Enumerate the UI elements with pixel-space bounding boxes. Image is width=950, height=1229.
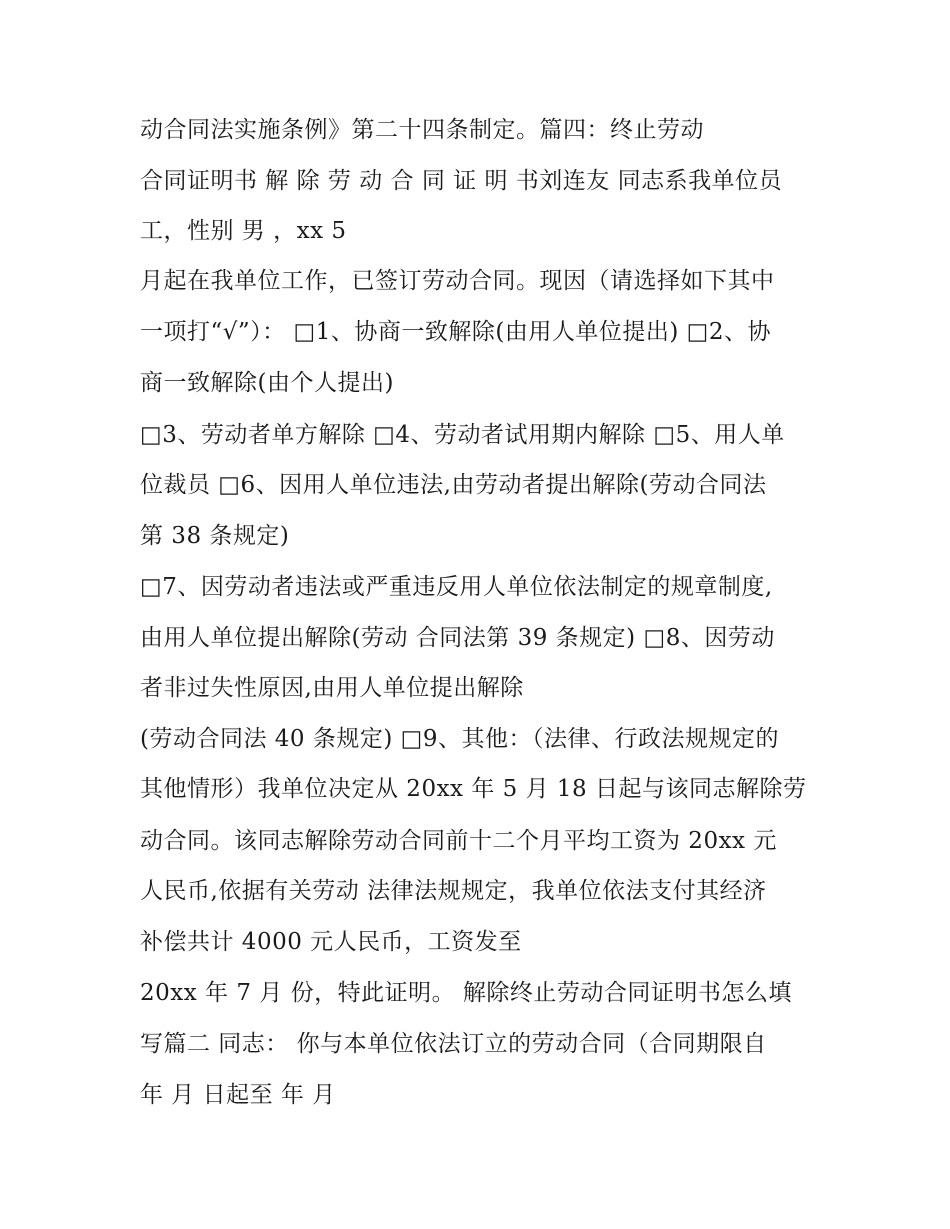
text-line: 第 38 条规定) xyxy=(140,523,290,549)
text-line: 一项打“√”）： □1、协商一致解除(由用人单位提出) □2、协 xyxy=(140,319,771,345)
text-line: 动合同。该同志解除劳动合同前十二个月平均工资为 20xx 元 xyxy=(140,828,777,854)
text-line: □3、劳动者单方解除 □4、劳动者试用期内解除 □5、用人单 xyxy=(140,422,785,448)
text-line: □7、因劳动者违法或严重违反用人单位依法制定的规章制度, xyxy=(140,574,773,600)
text-line: 年 月 日起至 年 月 xyxy=(140,1082,336,1108)
text-line: 补偿共计 4000 元人民币，工资发至 xyxy=(140,929,522,955)
text-line: 月起在我单位工作，已签订劳动合同。现因（请选择如下其中 xyxy=(140,268,775,294)
text-line: 写篇二 同志： 你与本单位依法订立的劳动合同（合同期限自 xyxy=(140,1031,767,1057)
text-line: 20xx 年 7 月 份，特此证明。 解除终止劳动合同证明书怎么填 xyxy=(140,980,792,1006)
text-line: 其他情形）我单位决定从 20xx 年 5 月 18 日起与该同志解除劳 xyxy=(140,776,807,802)
text-line: 由用人单位提出解除(劳动 合同法第 39 条规定) □8、因劳动 xyxy=(140,625,775,651)
text-line: 商一致解除(由个人提出) xyxy=(140,370,394,396)
text-line: 位裁员 □6、因用人单位违法,由劳动者提出解除(劳动合同法 xyxy=(140,472,767,498)
text-line: 工，性别 男 ，xx 5 xyxy=(140,218,347,244)
text-line: (劳动合同法 40 条规定) □9、其他：（法律、行政法规规定的 xyxy=(140,726,780,752)
text-line: 动合同法实施条例》第二十四条制定。篇四：终止劳动 xyxy=(140,117,704,143)
text-line: 者非过失性原因,由用人单位提出解除 xyxy=(140,675,524,701)
text-line: 合同证明书 解 除 劳 动 合 同 证 明 书刘连友 同志系我单位员 xyxy=(140,168,783,194)
text-line: 人民币,依据有关劳动 法律法规规定，我单位依法支付其经济 xyxy=(140,878,767,904)
